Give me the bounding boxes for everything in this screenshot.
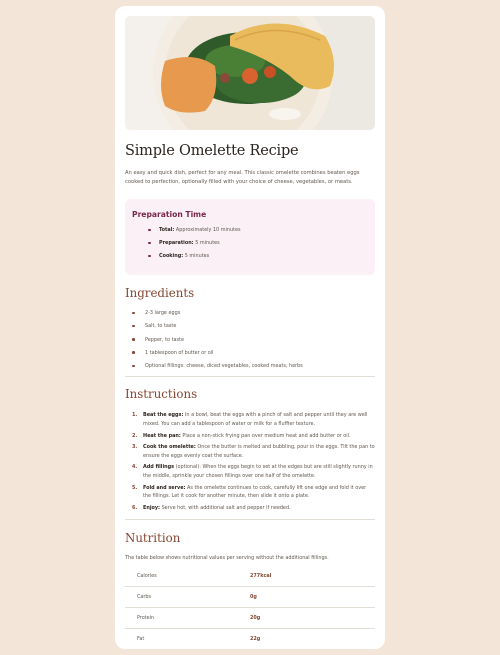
list-item: 5. Fold and serve: As the omelette continues to cook, carefully lift one edge and fold it over the fillings. Let it cook for another minute, then slide it onto a plate.	[132, 484, 367, 499]
preparation-time-list	[132, 227, 368, 259]
instructions-section	[125, 387, 375, 511]
instructions-heading: Instructions	[125, 387, 198, 402]
instructions-list	[125, 411, 375, 511]
list-item: Pepper, to taste	[145, 337, 375, 343]
omelette-image	[125, 16, 375, 130]
recipe-title: Simple Omelette Recipe	[125, 143, 299, 159]
table-row: Carbs 0g	[125, 586, 375, 607]
list-item: Optional fillings: cheese, diced vegetables, cooked meats, herbs	[145, 363, 375, 369]
list-item: 2. Heat the pan: Place a non-stick frying pan over medium heat and add butter or oil.	[132, 432, 351, 439]
list-item: Preparation: 5 minutes	[159, 240, 368, 246]
preparation-time-heading: Preparation Time	[132, 210, 207, 219]
nutrition-section	[125, 531, 375, 649]
table-row: Fat 22g	[137, 635, 261, 642]
list-item: 1 tablespoon of butter or oil	[145, 350, 375, 356]
table-row: Protein 20g	[125, 607, 375, 628]
recipe-description: An easy and quick dish, perfect for any meal. This classic omelette combines beaten eggs cooked to perfection, optionally filled with your choice of cheese, vegetables, or meats.	[125, 170, 360, 185]
list-item: 1. Beat the eggs: In a bowl, beat the eggs with a pinch of salt and pepper until they are well mixed. You can add a tablespoon of water or milk for a fluffier texture.	[132, 412, 368, 427]
ingredients-heading: Ingredients	[125, 286, 195, 300]
nutrition-heading: Nutrition	[125, 530, 181, 545]
list-item: 2-3 large eggs	[145, 310, 375, 316]
ingredients-section	[125, 286, 375, 369]
list-item: Cooking: 5 minutes	[159, 253, 368, 259]
list-item: 3. Cook the omelette: Once the butter is melted and bubbling, pour in the eggs. Tilt the pan to ensure the eggs evenly coat the surface.	[132, 444, 375, 459]
list-item: 4. Add fillings (optional): When the eggs begin to set at the edges but are still slightly runny in the middle, sprinkle your chosen fillings over one half of the omelette.	[132, 464, 373, 479]
divider	[125, 519, 375, 520]
nutrition-intro: The table below shows nutritional values per serving without the additional fillings.	[125, 554, 329, 561]
preparation-time-box	[125, 199, 375, 275]
ingredients-list	[125, 310, 375, 369]
nutrition-table	[125, 566, 375, 649]
list-item: Salt, to taste	[145, 323, 375, 329]
list-item: Total: Approximately 10 minutes	[159, 227, 368, 233]
divider	[125, 376, 375, 377]
table-row: Calories 277kcal	[125, 566, 375, 587]
list-item: 6. Enjoy: Serve hot, with additional salt and pepper if needed.	[132, 504, 291, 511]
recipe-card	[115, 6, 385, 649]
